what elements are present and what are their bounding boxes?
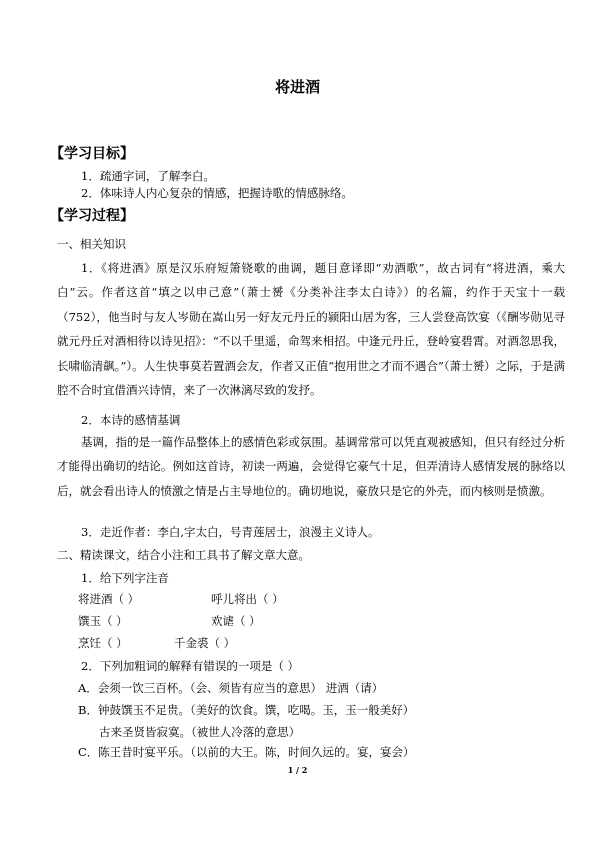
paragraph-tone: 基调，指的是一篇作品整体上的感情色彩或氛围。基调常常可以凭直观被感知，但只有经过分析才能得出确切的结论。例如这首诗，初读一两遍，会觉得它豪气十足，但弄清诗人感情发展的脉络以后，就会看出诗人的愤激之情是占主导地位的。确切地说，豪放只是它的外壳，而内核则是愤激。 bbox=[57, 435, 565, 498]
goal-item: 2．体味诗人内心复杂的情感，把握诗歌的情感脉络。 bbox=[81, 186, 353, 200]
q2-heading: 2．下列加粗词的解释有错误的一项是（ ） bbox=[81, 659, 299, 673]
goals-heading: 【学习目标】 bbox=[50, 146, 134, 162]
pinyin-item: 馔玉（ ） bbox=[78, 614, 128, 628]
q2-option: B．钟鼓馔玉不足贵。（美好的饮食。馔，吃喝。玉，玉一般美好） bbox=[78, 703, 415, 717]
q1-heading: 1．给下列字注音 bbox=[81, 571, 169, 585]
part2-heading: 二、精读课文，结合小注和工具书了解文章大意。 bbox=[57, 548, 310, 562]
pinyin-item: 呼儿将出（ ） bbox=[211, 592, 284, 606]
part1-heading: 一、相关知识 bbox=[57, 237, 126, 251]
pinyin-item: 千金裘（ ） bbox=[174, 636, 236, 650]
goal-item: 1．疏通字词，了解李白。 bbox=[81, 169, 215, 183]
process-heading: 【学习过程】 bbox=[50, 208, 134, 224]
page-title: 将进酒 bbox=[274, 78, 320, 96]
author-line: 3．走近作者：李白,字太白，号青莲居士，浪漫主义诗人。 bbox=[81, 525, 380, 539]
q2-option: C．陈王昔时宴平乐。（以前的大王。陈，时间久远的。宴，宴会） bbox=[78, 745, 415, 759]
q2-option: 古来圣贤皆寂寞。（被世人冷落的意思） bbox=[99, 725, 301, 739]
page-number: 1 / 2 bbox=[287, 765, 308, 775]
pinyin-item: 欢谑（ ） bbox=[211, 614, 261, 628]
tone-heading: 2．本诗的感情基调 bbox=[81, 413, 181, 427]
pinyin-item: 将进酒（ ） bbox=[78, 592, 140, 606]
paragraph-background: 1．《将进酒》原是汉乐府短箫铙歌的曲调，题目意译即“劝酒歌”，故古词有“将进酒，乘大白”云。作者这首“填之以申己意”（萧士赟《分类补注李太白诗》）的名篇，约作于天宝十一载（752），他当时与友人岑勋在嵩山另一好友元丹丘的颍阳山居为客，三人尝登高饮宴（《酬岑勋见寻就元丹丘对酒相待以诗见招》：“不以千里遥，命驾来相招。中逢元丹丘，登岭宴碧霄。对酒忽思我，长啸临清飙。”）。人生快事莫若置酒会友，作者又正值“抱用世之才而不遇合”（萧士赟）之际，于是满腔不合时宜借酒兴诗情，来了一次淋漓尽致的发抒。 bbox=[57, 261, 565, 398]
q2-option: A．会须一饮三百杯。（会、须皆有应当的意思） 进酒（请） bbox=[78, 681, 384, 695]
pinyin-item: 烹饪（ ） bbox=[78, 636, 128, 650]
